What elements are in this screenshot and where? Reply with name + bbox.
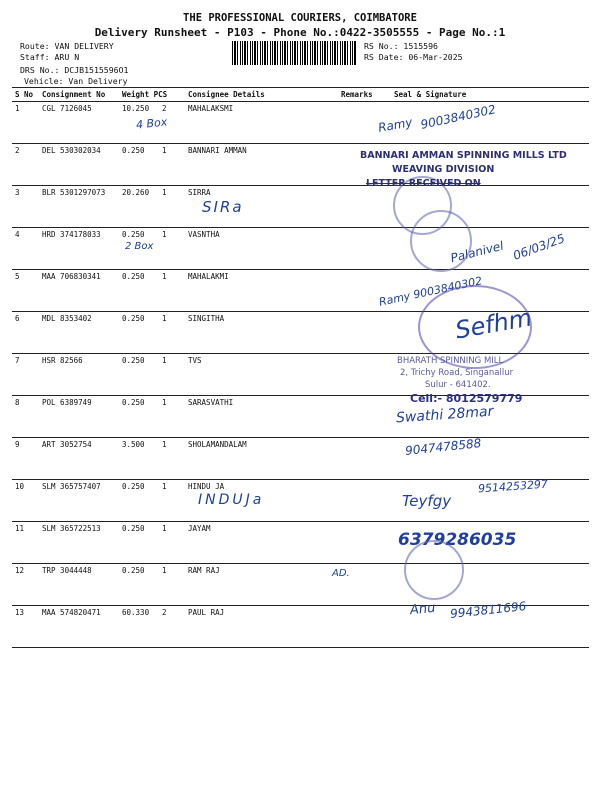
table-row <box>12 564 589 606</box>
consignment-no-cell: SLM 365722513 <box>39 522 119 564</box>
weight-value: 0.250 <box>122 398 145 407</box>
table-row <box>12 438 589 480</box>
weight-value: 0.250 <box>122 482 145 491</box>
sno-cell: 11 <box>12 522 39 564</box>
signature-row1: Ramy <box>377 115 414 135</box>
weight-value: 0.250 <box>122 566 145 575</box>
phone-row9: 9047478588 <box>404 436 482 458</box>
pcs-value: 1 <box>162 440 167 449</box>
mark-row12: AD. <box>332 568 350 579</box>
barcode-image <box>232 41 356 65</box>
handwritten-note-row4: 2 Box <box>125 241 154 252</box>
consignee-cell: TVS <box>185 354 338 396</box>
pcs-value: 2 <box>162 104 167 113</box>
sno-cell: 4 <box>12 228 39 270</box>
pcs-value: 1 <box>162 230 167 239</box>
consignee-cell: SINGITHA <box>185 312 338 354</box>
sno-cell: 9 <box>12 438 39 480</box>
vehicle-label: Vehicle: Van Delivery <box>24 76 128 86</box>
signature-row4: Palanivel <box>449 238 505 266</box>
sno-cell: 5 <box>12 270 39 312</box>
consignment-no-cell: HRD 374178033 <box>39 228 119 270</box>
route-label: Route: VAN DELIVERY <box>20 41 114 51</box>
consignee-cell: BANNARI AMMAN <box>185 144 338 186</box>
consignee-cell: SARASVATHI <box>185 396 338 438</box>
consignment-no-cell: TRP 3044448 <box>39 564 119 606</box>
weight-value: 0.250 <box>122 524 145 533</box>
consignment-no-cell: BLR 5301297073 <box>39 186 119 228</box>
meta-right <box>364 41 463 63</box>
weight-value: 60.330 <box>122 608 150 617</box>
weight-pcs-cell <box>119 270 185 312</box>
consignment-no-cell: HSR 82566 <box>39 354 119 396</box>
weight-value: 0.250 <box>122 356 145 365</box>
pcs-value: 1 <box>162 524 167 533</box>
signature-row6: Sefhm <box>453 303 534 345</box>
pcs-value: 1 <box>162 146 167 155</box>
remarks-cell <box>338 354 374 396</box>
pcs-value: 1 <box>162 482 167 491</box>
consignee-cell: SHOLAMANDALAM <box>185 438 338 480</box>
sno-cell: 8 <box>12 396 39 438</box>
consignment-no-cell: MDL 8353402 <box>39 312 119 354</box>
col-consignment: Consignment No <box>39 88 119 102</box>
consignment-no-cell: CGL 7126045 <box>39 102 119 144</box>
phone-row11: 6379286035 <box>398 530 517 550</box>
signature-row5: Ramy 9003840302 <box>377 274 484 309</box>
consignee-cell: HINDU JA <box>185 480 338 522</box>
remarks-cell <box>338 102 374 144</box>
signature-row13: Anu <box>409 600 437 619</box>
handwritten-note-row3: SIRa <box>202 198 244 216</box>
signature-row9: Swathi 28mar <box>395 403 494 427</box>
handwritten-note-row10: INDUJa <box>198 492 265 508</box>
weight-pcs-cell <box>119 438 185 480</box>
staff-label: Staff: ARU N <box>20 52 80 62</box>
sno-cell: 2 <box>12 144 39 186</box>
consignee-cell: SIRRA <box>185 186 338 228</box>
weight-pcs-cell <box>119 312 185 354</box>
pcs-value: 1 <box>162 314 167 323</box>
weight-value: 20.260 <box>122 188 150 197</box>
consignment-no-cell: DEL 530302034 <box>39 144 119 186</box>
remarks-cell <box>338 186 374 228</box>
weight-pcs-cell <box>119 186 185 228</box>
consignment-no-cell: POL 6389749 <box>39 396 119 438</box>
consignee-cell: RAM RAJ <box>185 564 338 606</box>
handwritten-note-row1: 4 Box <box>135 115 168 132</box>
col-weight-pcs: Weight PCS <box>119 88 185 102</box>
meta-left <box>20 41 128 87</box>
phone-row10: 9514253297 <box>477 477 549 496</box>
col-consignee: Consignee Details <box>185 88 338 102</box>
consignment-no-cell: MAA 706830341 <box>39 270 119 312</box>
stamp-bharath-line3: Sulur - 641402. <box>425 380 491 390</box>
weight-value: 0.250 <box>122 146 145 155</box>
col-sno: S No <box>12 88 39 102</box>
table-row <box>12 102 589 144</box>
company-title: THE PROFESSIONAL COURIERS, COIMBATORE <box>183 12 417 24</box>
sno-cell: 6 <box>12 312 39 354</box>
sno-cell: 1 <box>12 102 39 144</box>
stamp-bharath-line1: BHARATH SPINNING MILL <box>397 356 504 366</box>
consignment-no-cell: MAA 574820471 <box>39 606 119 648</box>
weight-value: 0.250 <box>122 272 145 281</box>
weight-value: 10.250 <box>122 104 150 113</box>
remarks-cell <box>338 396 374 438</box>
weight-pcs-cell <box>119 396 185 438</box>
weight-value: 0.250 <box>122 230 145 239</box>
remarks-cell <box>338 438 374 480</box>
rs-date: RS Date: 06-Mar-2025 <box>364 52 463 62</box>
pcs-value: 1 <box>162 356 167 365</box>
sno-cell: 3 <box>12 186 39 228</box>
weight-pcs-cell <box>119 354 185 396</box>
weight-pcs-cell <box>119 522 185 564</box>
remarks-cell <box>338 480 374 522</box>
sno-cell: 13 <box>12 606 39 648</box>
weight-value: 0.250 <box>122 314 145 323</box>
remarks-cell <box>338 228 374 270</box>
remarks-cell <box>338 312 374 354</box>
weight-value: 3.500 <box>122 440 145 449</box>
cell-number-row8: Cell:- 8012579779 <box>410 392 523 405</box>
stamp-bharath-line2: 2, Trichy Road, Singanallur <box>400 368 514 378</box>
weight-pcs-cell <box>119 564 185 606</box>
col-seal-signature: Seal & Signature <box>374 88 589 102</box>
pcs-value: 2 <box>162 608 167 617</box>
pcs-value: 1 <box>162 566 167 575</box>
pcs-value: 1 <box>162 188 167 197</box>
phone-row13: 9943811696 <box>449 599 527 621</box>
date-row4: 06/03/25 <box>511 231 567 263</box>
remarks-cell <box>338 270 374 312</box>
stamp-bannari-line2: WEAVING DIVISION <box>392 164 495 175</box>
consignment-no-cell: SLM 365757407 <box>39 480 119 522</box>
weight-pcs-cell <box>119 144 185 186</box>
stamp-bannari-line3: LETTER RECEIVED ON <box>366 178 481 189</box>
round-stamp-row12 <box>404 540 464 600</box>
sno-cell: 10 <box>12 480 39 522</box>
remarks-cell <box>338 522 374 564</box>
consignment-no-cell: ART 3052754 <box>39 438 119 480</box>
runsheet-subtitle: Delivery Runsheet - P103 - Phone No.:0422-3505555 - Page No.:1 <box>94 26 506 39</box>
table-row <box>12 186 589 228</box>
consignee-cell: JAYAM <box>185 522 338 564</box>
consignee-cell: MAHALAKMI <box>185 270 338 312</box>
sno-cell: 12 <box>12 564 39 606</box>
weight-pcs-cell <box>119 480 185 522</box>
phone-row1: 9003840302 <box>419 102 497 132</box>
col-remarks: Remarks <box>338 88 374 102</box>
rs-number: RS No.: 1515596 <box>364 41 438 51</box>
drs-label: DRS No.: DCJB1515596O1 <box>20 65 129 75</box>
pcs-value: 1 <box>162 272 167 281</box>
consignee-cell: PAUL RAJ <box>185 606 338 648</box>
consignee-cell: VASNTHA <box>185 228 338 270</box>
weight-pcs-cell <box>119 606 185 648</box>
table-header-row <box>12 88 589 102</box>
stamp-bannari-line1: BANNARI AMMAN SPINNING MILLS LTD <box>360 150 567 161</box>
consignee-cell: MAHALAKSMI <box>185 102 338 144</box>
sno-cell: 7 <box>12 354 39 396</box>
pcs-value: 1 <box>162 398 167 407</box>
round-stamp-row4 <box>410 210 472 272</box>
remarks-cell <box>338 606 374 648</box>
signature-row10: Teyfgy <box>402 492 452 510</box>
